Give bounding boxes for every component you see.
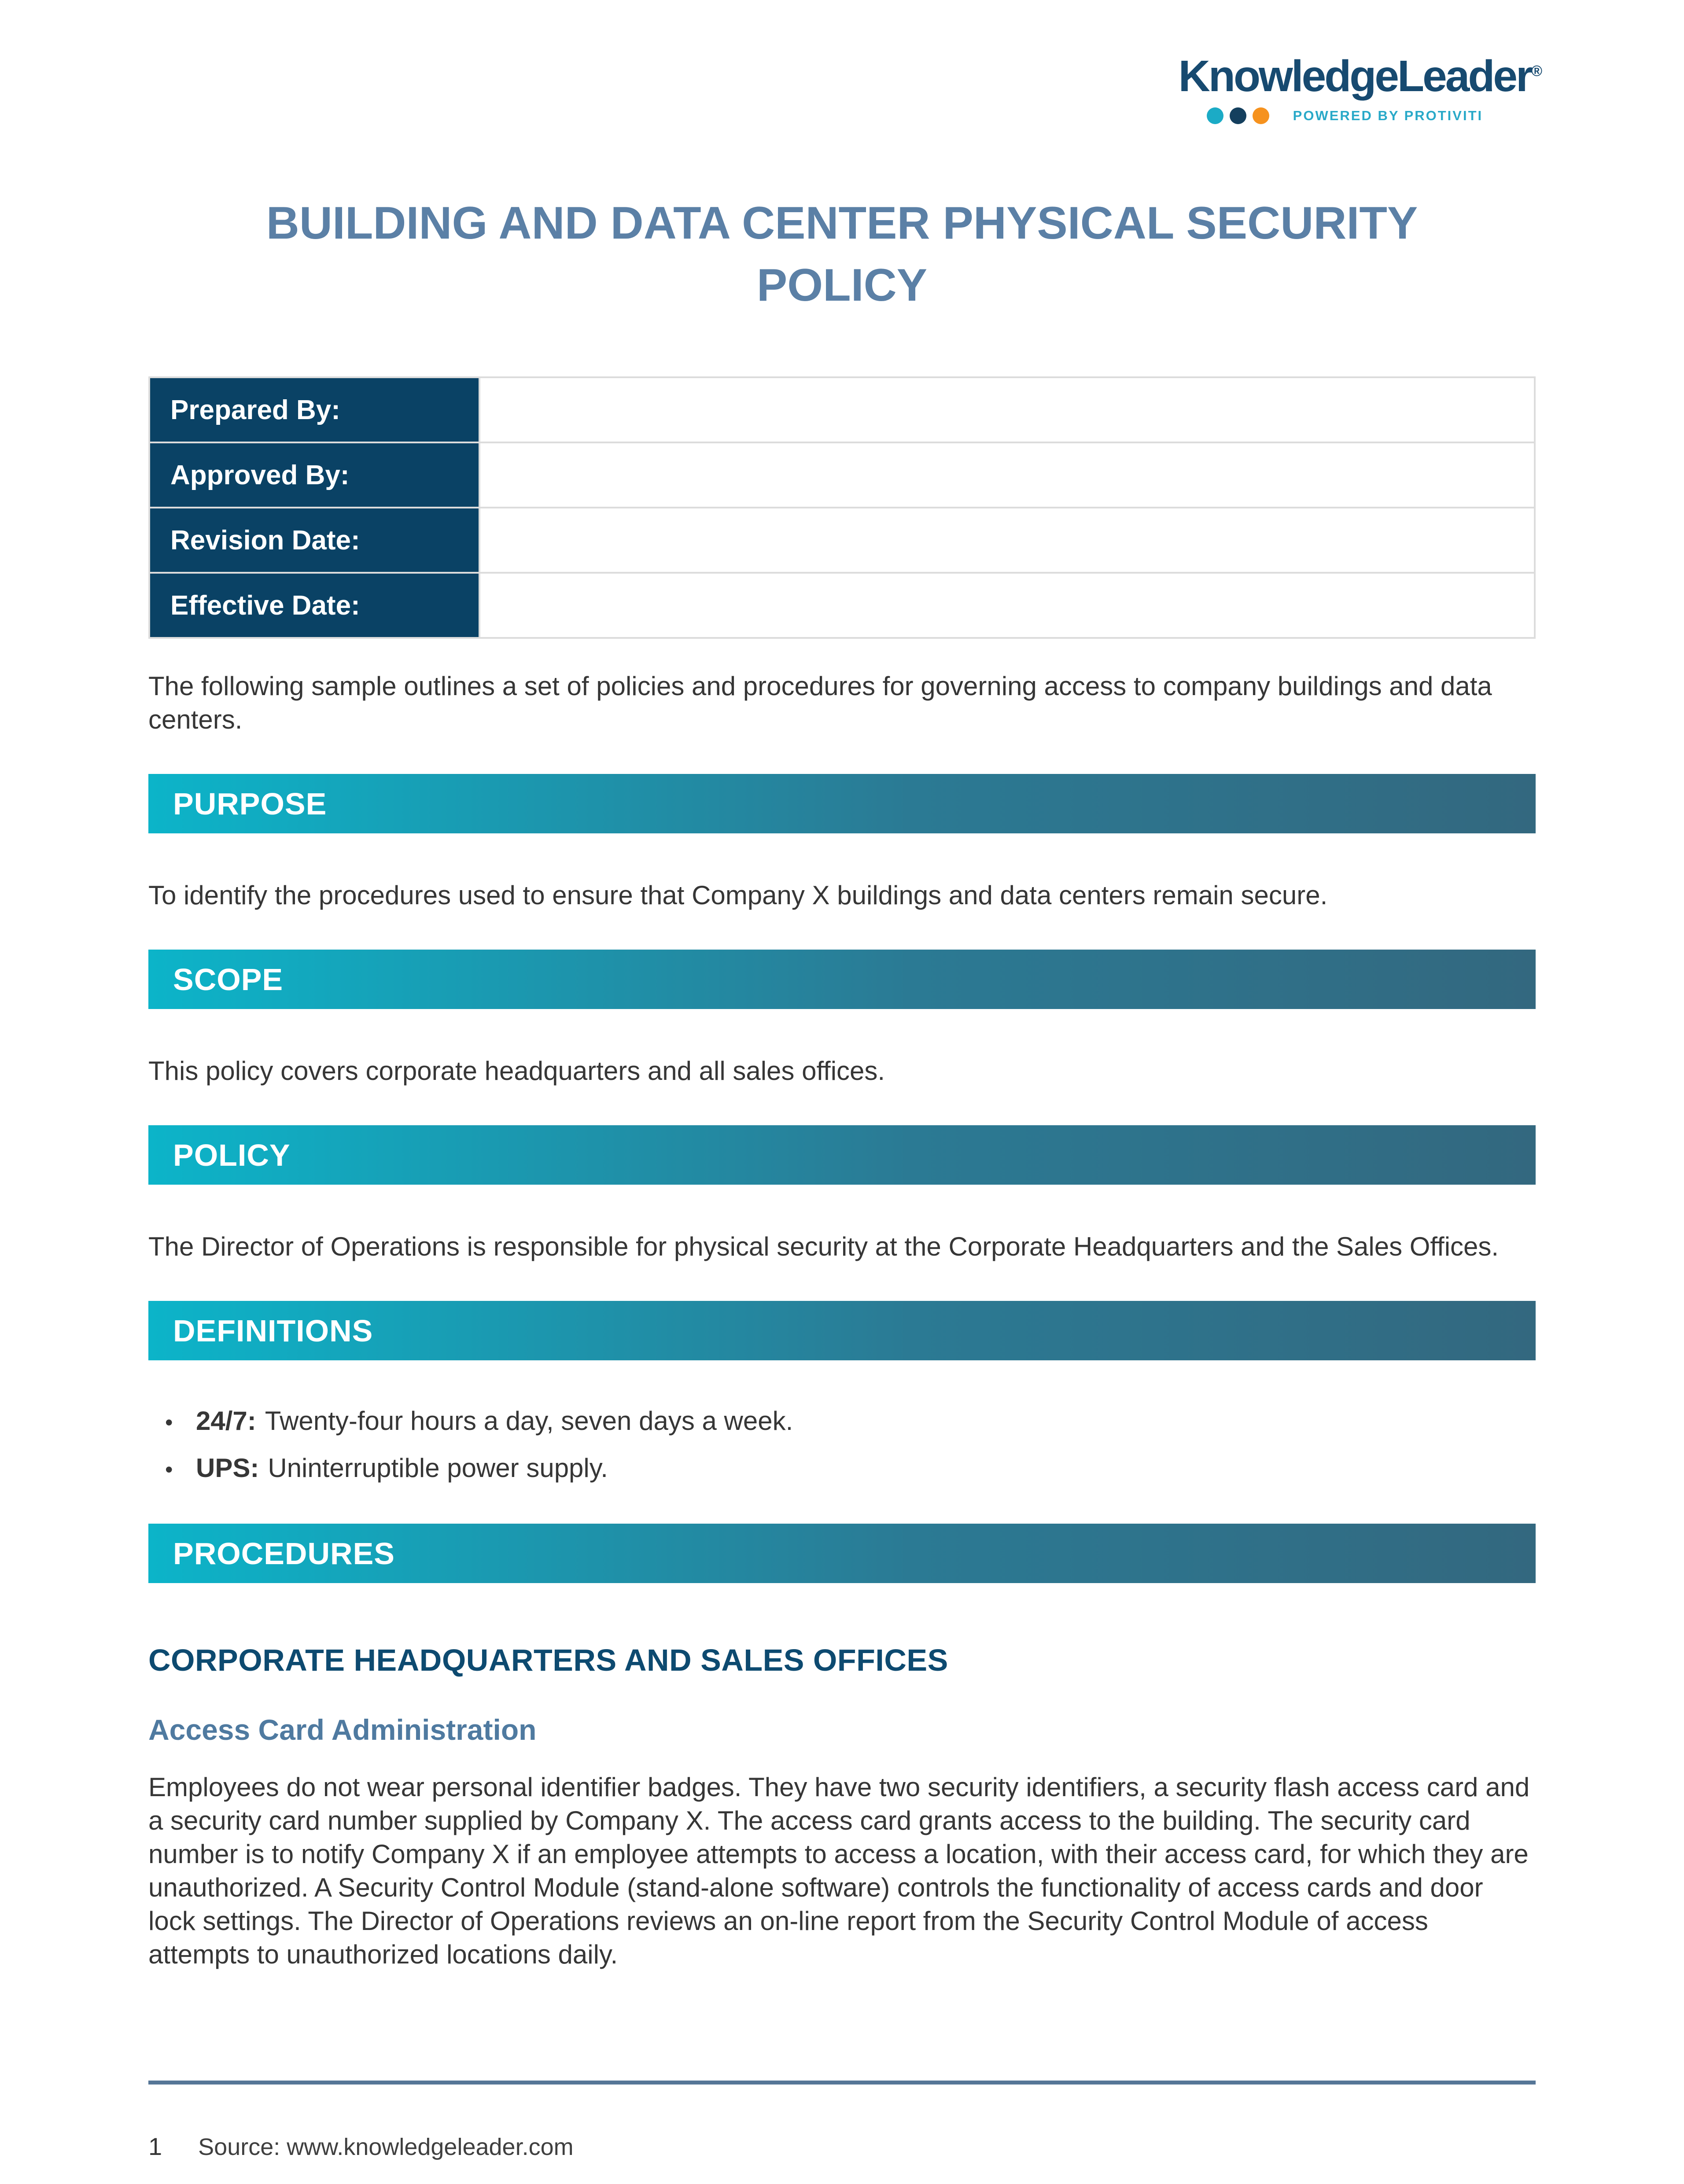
document-content [148,192,1536,1971]
definitions-list [148,1404,1536,1486]
bullet-icon: • [165,1457,173,1482]
meta-value-effective-date [479,573,1535,638]
definition-entry [196,1404,793,1437]
intro-paragraph: The following sample outlines a set of policies and procedures for governing access to company buildings and data centers. [148,671,1492,734]
section-header-definitions [148,1301,1536,1360]
logo-dot-teal-icon [1207,107,1223,124]
section-title-procedures: PROCEDURES [173,1536,395,1571]
page-footer [148,2081,1536,2161]
table-row [149,377,1535,442]
logo-tagline: POWERED BY PROTIVITI [1293,108,1483,123]
definition-text: Twenty-four hours a day, seven days a week. [265,1406,793,1436]
definition-term: 24/7: [196,1406,256,1436]
registered-mark: ® [1531,63,1542,80]
list-item [148,1404,1536,1439]
meta-label-revision-date: Revision Date: [149,508,479,573]
logo-wordmark-text: KnowledgeLeader [1178,52,1531,101]
table-row [149,508,1535,573]
definition-term: UPS: [196,1453,259,1483]
section-header-policy [148,1125,1536,1185]
footer-divider [148,2081,1536,2085]
meta-table [148,376,1536,639]
scope-text: This policy covers corporate headquarters and all sales offices. [148,1056,885,1086]
section-title-scope: SCOPE [173,962,284,997]
source-text: Source: www.knowledgeleader.com [198,2134,574,2160]
meta-label-prepared-by: Prepared By: [149,377,479,442]
section-header-scope [148,950,1536,1009]
meta-value-prepared-by [479,377,1535,442]
table-row [149,573,1535,638]
logo-wordmark [1179,52,1542,100]
section-title-policy: POLICY [173,1138,291,1172]
bullet-icon: • [165,1410,173,1435]
page-number: 1 [148,2132,162,2160]
purpose-text: To identify the procedures used to ensure that Company X buildings and data centers remain secure. [148,880,1328,910]
knowledgeleader-logo [1179,52,1542,124]
table-row [149,442,1535,508]
section-title-purpose: PURPOSE [173,786,327,821]
policy-text: The Director of Operations is responsible for physical security at the Corporate Headquarters and the Sales Offices. [148,1232,1499,1261]
definition-text: Uninterruptible power supply. [268,1453,608,1483]
meta-value-revision-date [479,508,1535,573]
logo-dot-navy-icon [1230,107,1246,124]
meta-value-approved-by [479,442,1535,508]
procedures-subheading: Access Card Administration [148,1713,537,1746]
procedures-paragraph: Employees do not wear personal identifier badges. They have two security identifiers, a security flash access card and a security card number supplied by Company X. The access card grants access to the building. The security card number is to notify Company X if an employee attempts to access a location, with their access card, for which they are unauthorized. A Security Control Module (stand-alone software) controls the functionality of access cards and door lock settings. The Director of Operations reviews an on-line report from the Security Control Module of access attempts to unauthorized locations daily. [148,1772,1530,1969]
section-title-definitions: DEFINITIONS [173,1313,373,1348]
section-header-purpose [148,774,1536,833]
logo-dot-orange-icon [1253,107,1269,124]
footer-row [148,2132,1536,2161]
definition-entry [196,1451,608,1484]
section-header-procedures [148,1524,1536,1583]
meta-label-effective-date: Effective Date: [149,573,479,638]
list-item [148,1451,1536,1486]
procedures-heading: CORPORATE HEADQUARTERS AND SALES OFFICES [148,1643,948,1677]
logo-tagline-row [1207,107,1483,124]
page-title: BUILDING AND DATA CENTER PHYSICAL SECURITY POLICY [266,198,1418,311]
meta-label-approved-by: Approved By: [149,442,479,508]
